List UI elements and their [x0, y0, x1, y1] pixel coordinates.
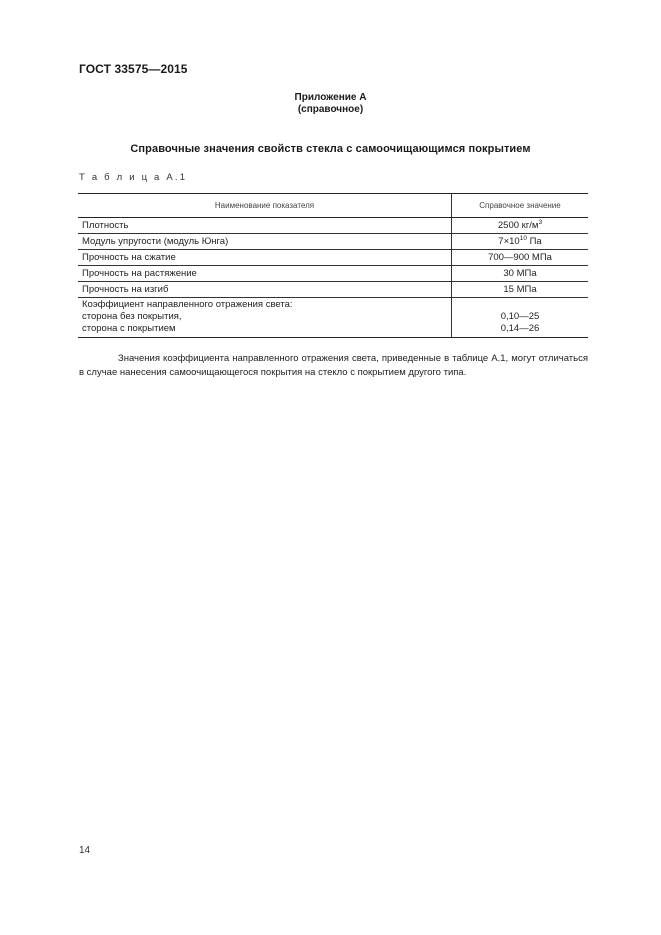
table-row: [78, 218, 588, 234]
property-value-line: 0,10—25: [500, 311, 540, 322]
table-row: [78, 298, 588, 338]
property-name: Модуль упругости (модуль Юнга): [78, 234, 452, 250]
properties-table: [78, 193, 588, 338]
property-value: 30 МПа: [452, 266, 589, 282]
page-number: 14: [79, 845, 91, 856]
property-name: [78, 298, 452, 338]
column-header-value: Справочное значение: [452, 194, 589, 218]
property-value: [452, 298, 589, 338]
value-superscript: 10: [519, 235, 527, 242]
property-name-line: Коэффициент направленного отражения света:: [82, 299, 293, 310]
value-text: 2500 кг/м: [497, 220, 539, 231]
table-row: [78, 282, 588, 298]
table-header-row: [78, 194, 588, 218]
property-value: [452, 234, 589, 250]
property-name: Прочность на изгиб: [78, 282, 452, 298]
property-name-line: сторона без покрытия,: [82, 311, 182, 322]
property-value: 700—900 МПа: [452, 250, 589, 266]
appendix-title: Приложение А: [294, 92, 367, 103]
property-value: 15 МПа: [452, 282, 589, 298]
value-unit: Па: [526, 236, 542, 247]
property-value-line: 0,14—26: [500, 323, 540, 334]
table-row: [78, 234, 588, 250]
value-text: 7×10: [498, 236, 520, 247]
table-note: Значения коэффициента направленного отражения света, приведенные в таблице А.1, могут отличаться в случае нанесения самоочищающегося покрытия на стекло с покрытием другого типа.: [79, 353, 588, 378]
section-title: Справочные значения свойств стекла с самоочищающимся покрытием: [130, 143, 531, 155]
table-row: [78, 266, 588, 282]
property-name: Прочность на растяжение: [78, 266, 452, 282]
column-header-name: Наименование показателя: [78, 194, 452, 218]
property-name-line: сторона с покрытием: [82, 323, 176, 334]
document-code: ГОСТ 33575—2015: [79, 62, 188, 76]
property-name: Плотность: [78, 218, 452, 234]
property-value: [452, 218, 589, 234]
table-label: Т а б л и ц а А.1: [79, 172, 188, 183]
value-superscript: 3: [538, 219, 543, 226]
appendix-subtitle: (справочное): [297, 104, 364, 115]
table-row: [78, 250, 588, 266]
property-name: Прочность на сжатие: [78, 250, 452, 266]
property-value-line: [456, 299, 584, 311]
